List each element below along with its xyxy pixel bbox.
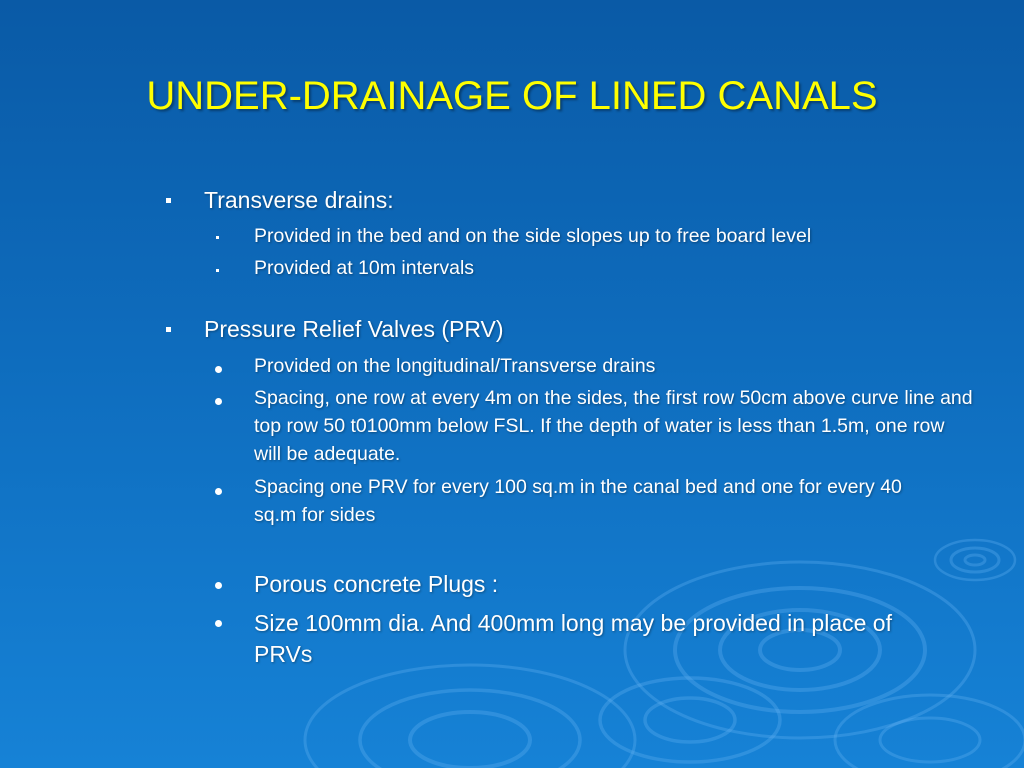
bullet-small [216,236,219,239]
list-item: Provided at 10m intervals [254,257,475,279]
slide-title: UNDER-DRAINAGE OF LINED CANALS [146,74,878,118]
list-item: Provided in the bed and on the side slopes up to free board level [254,225,812,247]
list-item: Spacing one PRV for every 100 sq.m in the canal bed and one for every 40 sq.m for sides [254,476,902,526]
bullet-dot [215,488,222,495]
bullet-square [166,327,171,332]
section-heading-transverse-drains: Transverse drains: [204,187,394,213]
list-item: Provided on the longitudinal/Transverse drains [254,355,656,377]
bullet-square [166,198,171,203]
list-item-plug-size: Size 100mm dia. And 400mm long may be provided in place of PRVs [254,610,892,667]
list-item: Spacing, one row at every 4m on the sides, the first row 50cm above curve line and top row 50 t0100mm below FSL. If the depth of water is less than 1.5m, one row will be adequate. [254,387,973,465]
section-heading-prv: Pressure Relief Valves (PRV) [204,316,504,342]
bullet-dot [215,398,222,405]
bullet-dot [215,582,222,589]
bullet-dot [215,620,222,627]
bullet-dot [215,366,222,373]
bullet-small [216,269,219,272]
list-item-porous-plugs: Porous concrete Plugs : [254,571,499,597]
